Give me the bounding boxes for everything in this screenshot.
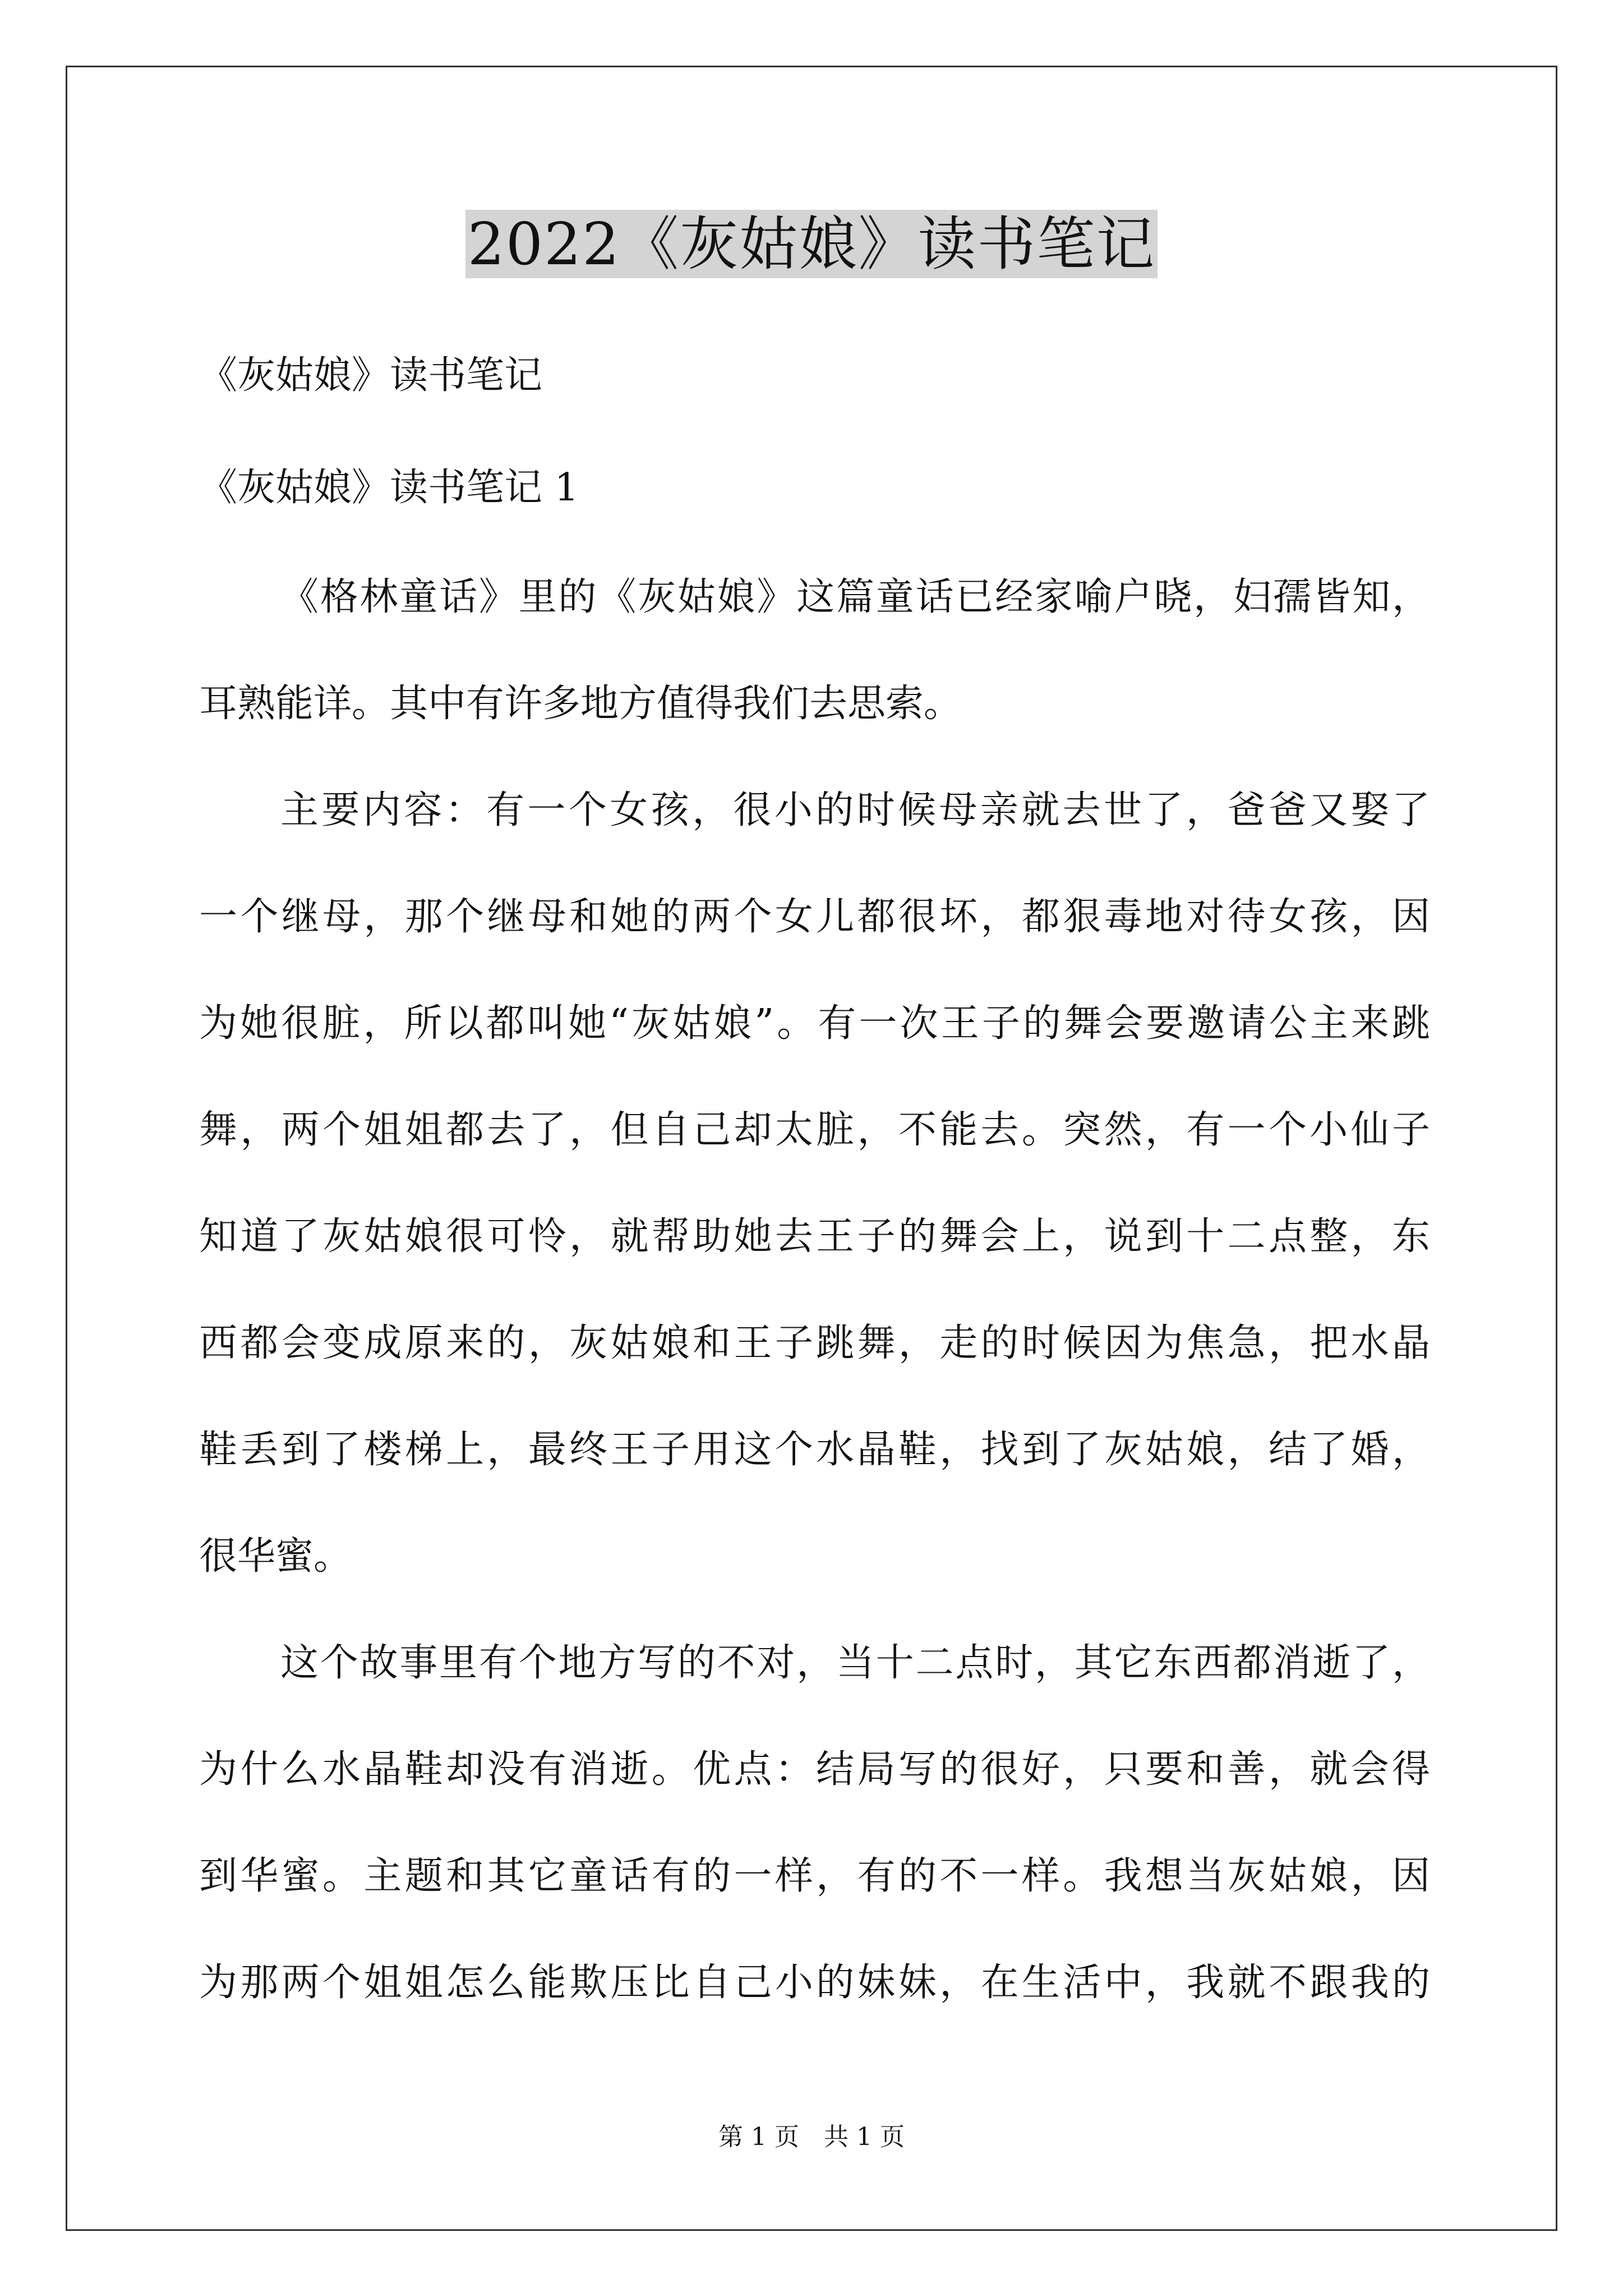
paragraph-line: 为她很脏，所以都叫她“灰姑娘”。有一次王子的舞会要邀请公主来跳 xyxy=(199,1001,1430,1046)
paragraph-line: 知道了灰姑娘很可怜，就帮助她去王子的舞会上，说到十二点整，东 xyxy=(199,1214,1430,1259)
paragraph-line: 为那两个姐姐怎么能欺压比自己小的妹妹，在生活中，我就不跟我的 xyxy=(199,1961,1430,2005)
paragraph-line: 一个继母，那个继母和她的两个女儿都很坏，都狠毒地对待女孩，因 xyxy=(199,895,1430,939)
paragraph-line: 鞋丢到了楼梯上，最终王子用这个水晶鞋，找到了灰姑娘，结了婚， xyxy=(199,1428,1430,1472)
paragraph-line: 《格林童话》里的《灰姑娘》这篇童话已经家喻户晓，妇孺皆知， xyxy=(280,575,1430,619)
paragraph-line: 舞，两个姐姐都去了，但自己却太脏，不能去。突然，有一个小仙子 xyxy=(199,1108,1430,1152)
paragraph-line: 为什么水晶鞋却没有消逝。优点：结局写的很好，只要和善，就会得 xyxy=(199,1747,1430,1792)
subheading: 《灰姑娘》读书笔记 xyxy=(199,353,543,398)
subheading: 《灰姑娘》读书笔记 1 xyxy=(199,466,579,510)
paragraph-line: 很华蜜。 xyxy=(199,1534,352,1579)
paragraph-line: 这个故事里有个地方写的不对，当十二点时，其它东西都消逝了， xyxy=(280,1641,1430,1685)
page-footer: 第 1 页 共 1 页 xyxy=(718,2123,905,2151)
paragraph-line: 到华蜜。主题和其它童话有的一样，有的不一样。我想当灰姑娘，因 xyxy=(199,1854,1430,1898)
paragraph-line: 西都会变成原来的，灰姑娘和王子跳舞，走的时候因为焦急，把水晶 xyxy=(199,1321,1430,1365)
document-title xyxy=(0,205,1623,283)
paragraph-line: 耳熟能详。其中有许多地方值得我们去思索。 xyxy=(199,682,962,726)
document-title-text: 2022《灰姑娘》读书笔记 xyxy=(465,210,1158,278)
paragraph-line: 主要内容：有一个女孩，很小的时候母亲就去世了，爸爸又娶了 xyxy=(280,788,1430,832)
